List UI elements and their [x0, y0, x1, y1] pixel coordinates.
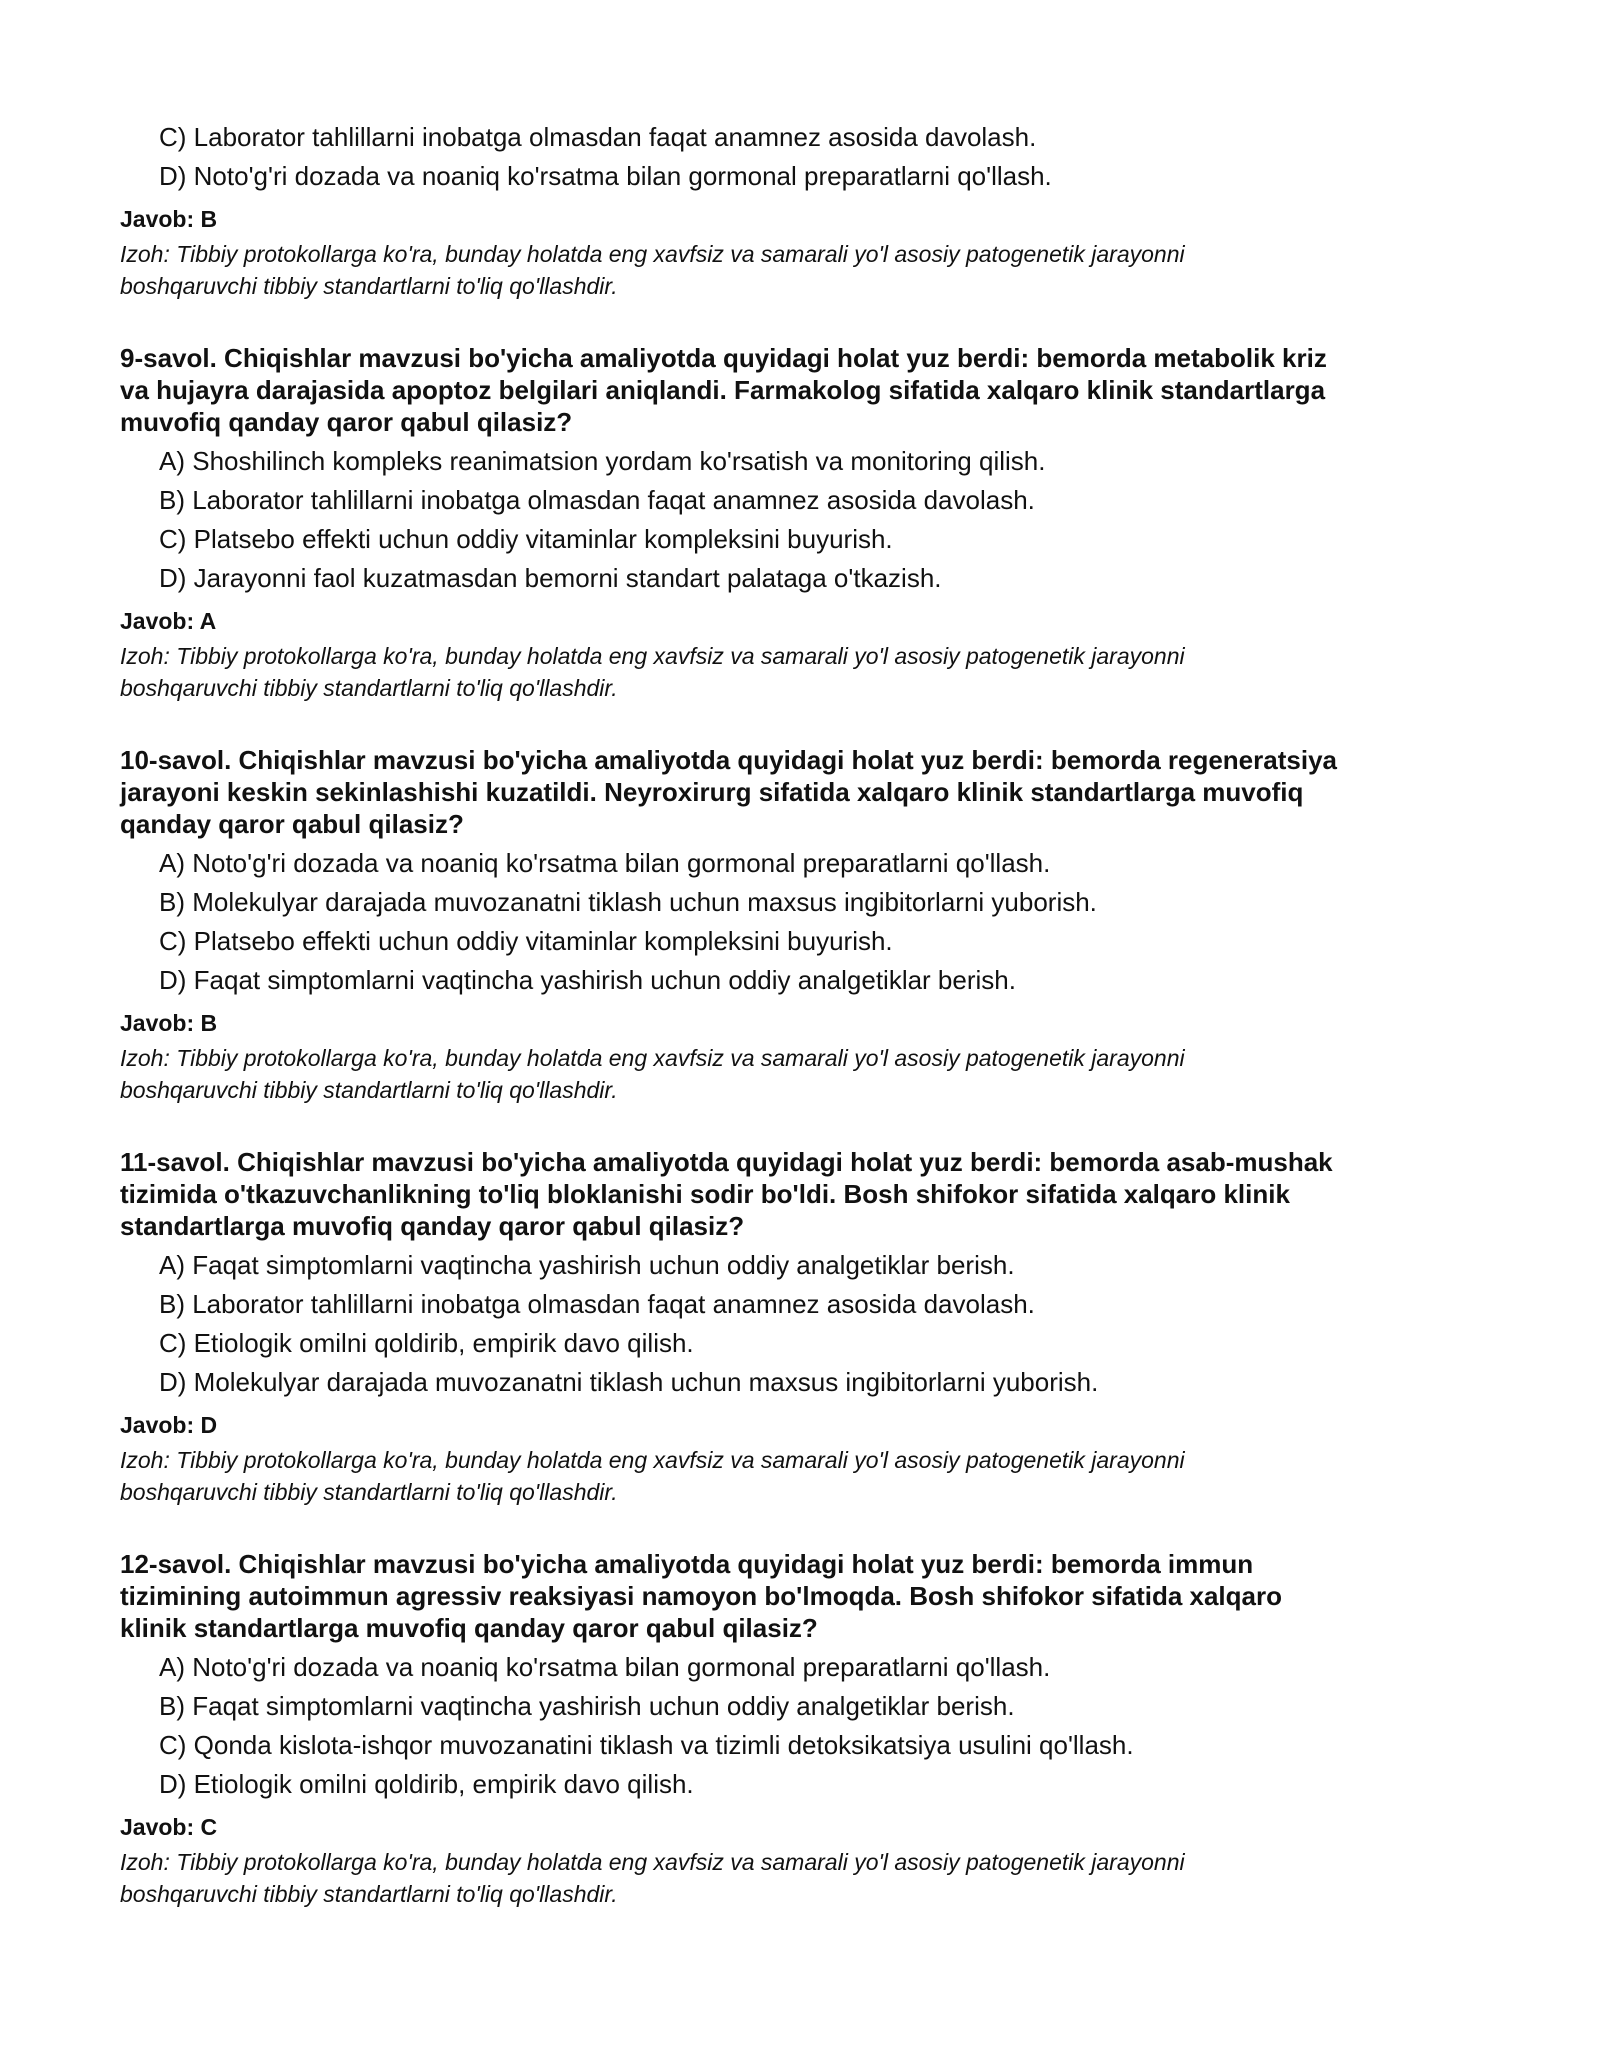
- document-page: [120, 118, 1500, 1910]
- option-d: D) Etiologik omilni qoldirib, empirik davo qilish.: [159, 1769, 694, 1799]
- explanation-note: [120, 640, 1500, 704]
- question-line: 10-savol. Chiqishlar mavzusi bo'yicha amaliyotda quyidagi holat yuz berdi: bemorda regeneratsiya: [120, 745, 1337, 775]
- explanation-note: [120, 1444, 1500, 1508]
- option-c: C) Platsebo effekti uchun oddiy vitaminlar kompleksini buyurish.: [159, 926, 893, 956]
- option-a: A) Noto'g'ri dozada va noaniq ko'rsatma bilan gormonal preparatlarni qo'llash.: [159, 1652, 1051, 1682]
- question-line: tizimining autoimmun agressiv reaksiyasi namoyon bo'lmoqda. Bosh shifokor sifatida xalqaro: [120, 1581, 1283, 1611]
- note-line: boshqaruvchi tibbiy standartlarni to'liq qo'llashdir.: [120, 675, 618, 701]
- note-line: Izoh: Tibbiy protokollarga ko'ra, bunday holatda eng xavfsiz va samarali yo'l asosiy patogenetik jarayonni: [120, 1447, 1185, 1473]
- option-d: D) Faqat simptomlarni vaqtincha yashirish uchun oddiy analgetiklar berish.: [159, 965, 1016, 995]
- question-line: 9-savol. Chiqishlar mavzusi bo'yicha amaliyotda quyidagi holat yuz berdi: bemorda metabolik kriz: [120, 343, 1327, 373]
- question-11: [120, 1146, 1500, 1508]
- option-a: A) Faqat simptomlarni vaqtincha yashirish uchun oddiy analgetiklar berish.: [159, 1250, 1015, 1280]
- question-line: va hujayra darajasida apoptoz belgilari aniqlandi. Farmakolog sifatida xalqaro klinik standartlarga: [120, 375, 1326, 405]
- note-line: boshqaruvchi tibbiy standartlarni to'liq qo'llashdir.: [120, 1881, 618, 1907]
- option-a: A) Shoshilinch kompleks reanimatsion yordam ko'rsatish va monitoring qilish.: [159, 446, 1046, 476]
- option-c: C) Etiologik omilni qoldirib, empirik davo qilish.: [159, 1328, 694, 1358]
- question-line: tizimida o'tkazuvchanlikning to'liq bloklanishi sodir bo'ldi. Bosh shifokor sifatida xalqaro klinik: [120, 1179, 1290, 1209]
- option-b: B) Laborator tahlillarni inobatga olmasdan faqat anamnez asosida davolash.: [159, 1289, 1035, 1319]
- question-line: qanday qaror qabul qilasiz?: [120, 809, 464, 839]
- question-line: muvofiq qanday qaror qabul qilasiz?: [120, 407, 573, 437]
- question-9: [120, 342, 1500, 704]
- option-c: C) Qonda kislota-ishqor muvozanatini tiklash va tizimli detoksikatsiya usulini qo'llash.: [159, 1730, 1134, 1760]
- answer-label: Javob: C: [120, 1814, 218, 1840]
- option-c: C) Platsebo effekti uchun oddiy vitaminlar kompleksini buyurish.: [159, 524, 893, 554]
- note-line: boshqaruvchi tibbiy standartlarni to'liq qo'llashdir.: [120, 273, 618, 299]
- option-b: B) Laborator tahlillarni inobatga olmasdan faqat anamnez asosida davolash.: [159, 485, 1035, 515]
- note-line: Izoh: Tibbiy protokollarga ko'ra, bunday holatda eng xavfsiz va samarali yo'l asosiy patogenetik jarayonni: [120, 643, 1185, 669]
- option-a: A) Noto'g'ri dozada va noaniq ko'rsatma bilan gormonal preparatlarni qo'llash.: [159, 848, 1051, 878]
- question-8-tail: [120, 118, 1500, 302]
- answer-label: Javob: B: [120, 206, 218, 232]
- question-line: jarayoni keskin sekinlashishi kuzatildi. Neyroxirurg sifatida xalqaro klinik standartlarga muvofiq: [120, 777, 1304, 807]
- option-d: D) Molekulyar darajada muvozanatni tiklash uchun maxsus ingibitorlarni yuborish.: [159, 1367, 1099, 1397]
- question-text: [120, 744, 1500, 840]
- answer-label: Javob: D: [120, 1412, 218, 1438]
- note-line: Izoh: Tibbiy protokollarga ko'ra, bunday holatda eng xavfsiz va samarali yo'l asosiy patogenetik jarayonni: [120, 1045, 1185, 1071]
- note-line: boshqaruvchi tibbiy standartlarni to'liq qo'llashdir.: [120, 1479, 618, 1505]
- note-line: Izoh: Tibbiy protokollarga ko'ra, bunday holatda eng xavfsiz va samarali yo'l asosiy patogenetik jarayonni: [120, 241, 1185, 267]
- option-b: B) Faqat simptomlarni vaqtincha yashirish uchun oddiy analgetiklar berish.: [159, 1691, 1015, 1721]
- question-text: [120, 342, 1500, 438]
- note-line: boshqaruvchi tibbiy standartlarni to'liq qo'llashdir.: [120, 1077, 618, 1103]
- question-line: klinik standartlarga muvofiq qanday qaror qabul qilasiz?: [120, 1613, 818, 1643]
- question-10: [120, 744, 1500, 1106]
- question-12: [120, 1548, 1500, 1910]
- option-d: D) Noto'g'ri dozada va noaniq ko'rsatma bilan gormonal preparatlarni qo'llash.: [159, 161, 1052, 191]
- option-c: C) Laborator tahlillarni inobatga olmasdan faqat anamnez asosida davolash.: [159, 122, 1037, 152]
- question-text: [120, 1548, 1500, 1644]
- answer-label: Javob: B: [120, 1010, 218, 1036]
- explanation-note: [120, 1846, 1500, 1910]
- option-d: D) Jarayonni faol kuzatmasdan bemorni standart palataga o'tkazish.: [159, 563, 942, 593]
- question-text: [120, 1146, 1500, 1242]
- question-line: 12-savol. Chiqishlar mavzusi bo'yicha amaliyotda quyidagi holat yuz berdi: bemorda immun: [120, 1549, 1254, 1579]
- note-line: Izoh: Tibbiy protokollarga ko'ra, bunday holatda eng xavfsiz va samarali yo'l asosiy patogenetik jarayonni: [120, 1849, 1185, 1875]
- explanation-note: [120, 238, 1500, 302]
- option-b: B) Molekulyar darajada muvozanatni tiklash uchun maxsus ingibitorlarni yuborish.: [159, 887, 1097, 917]
- explanation-note: [120, 1042, 1500, 1106]
- answer-label: Javob: A: [120, 608, 217, 634]
- question-line: standartlarga muvofiq qanday qaror qabul qilasiz?: [120, 1211, 745, 1241]
- question-line: 11-savol. Chiqishlar mavzusi bo'yicha amaliyotda quyidagi holat yuz berdi: bemorda asab-mushak: [120, 1147, 1333, 1177]
